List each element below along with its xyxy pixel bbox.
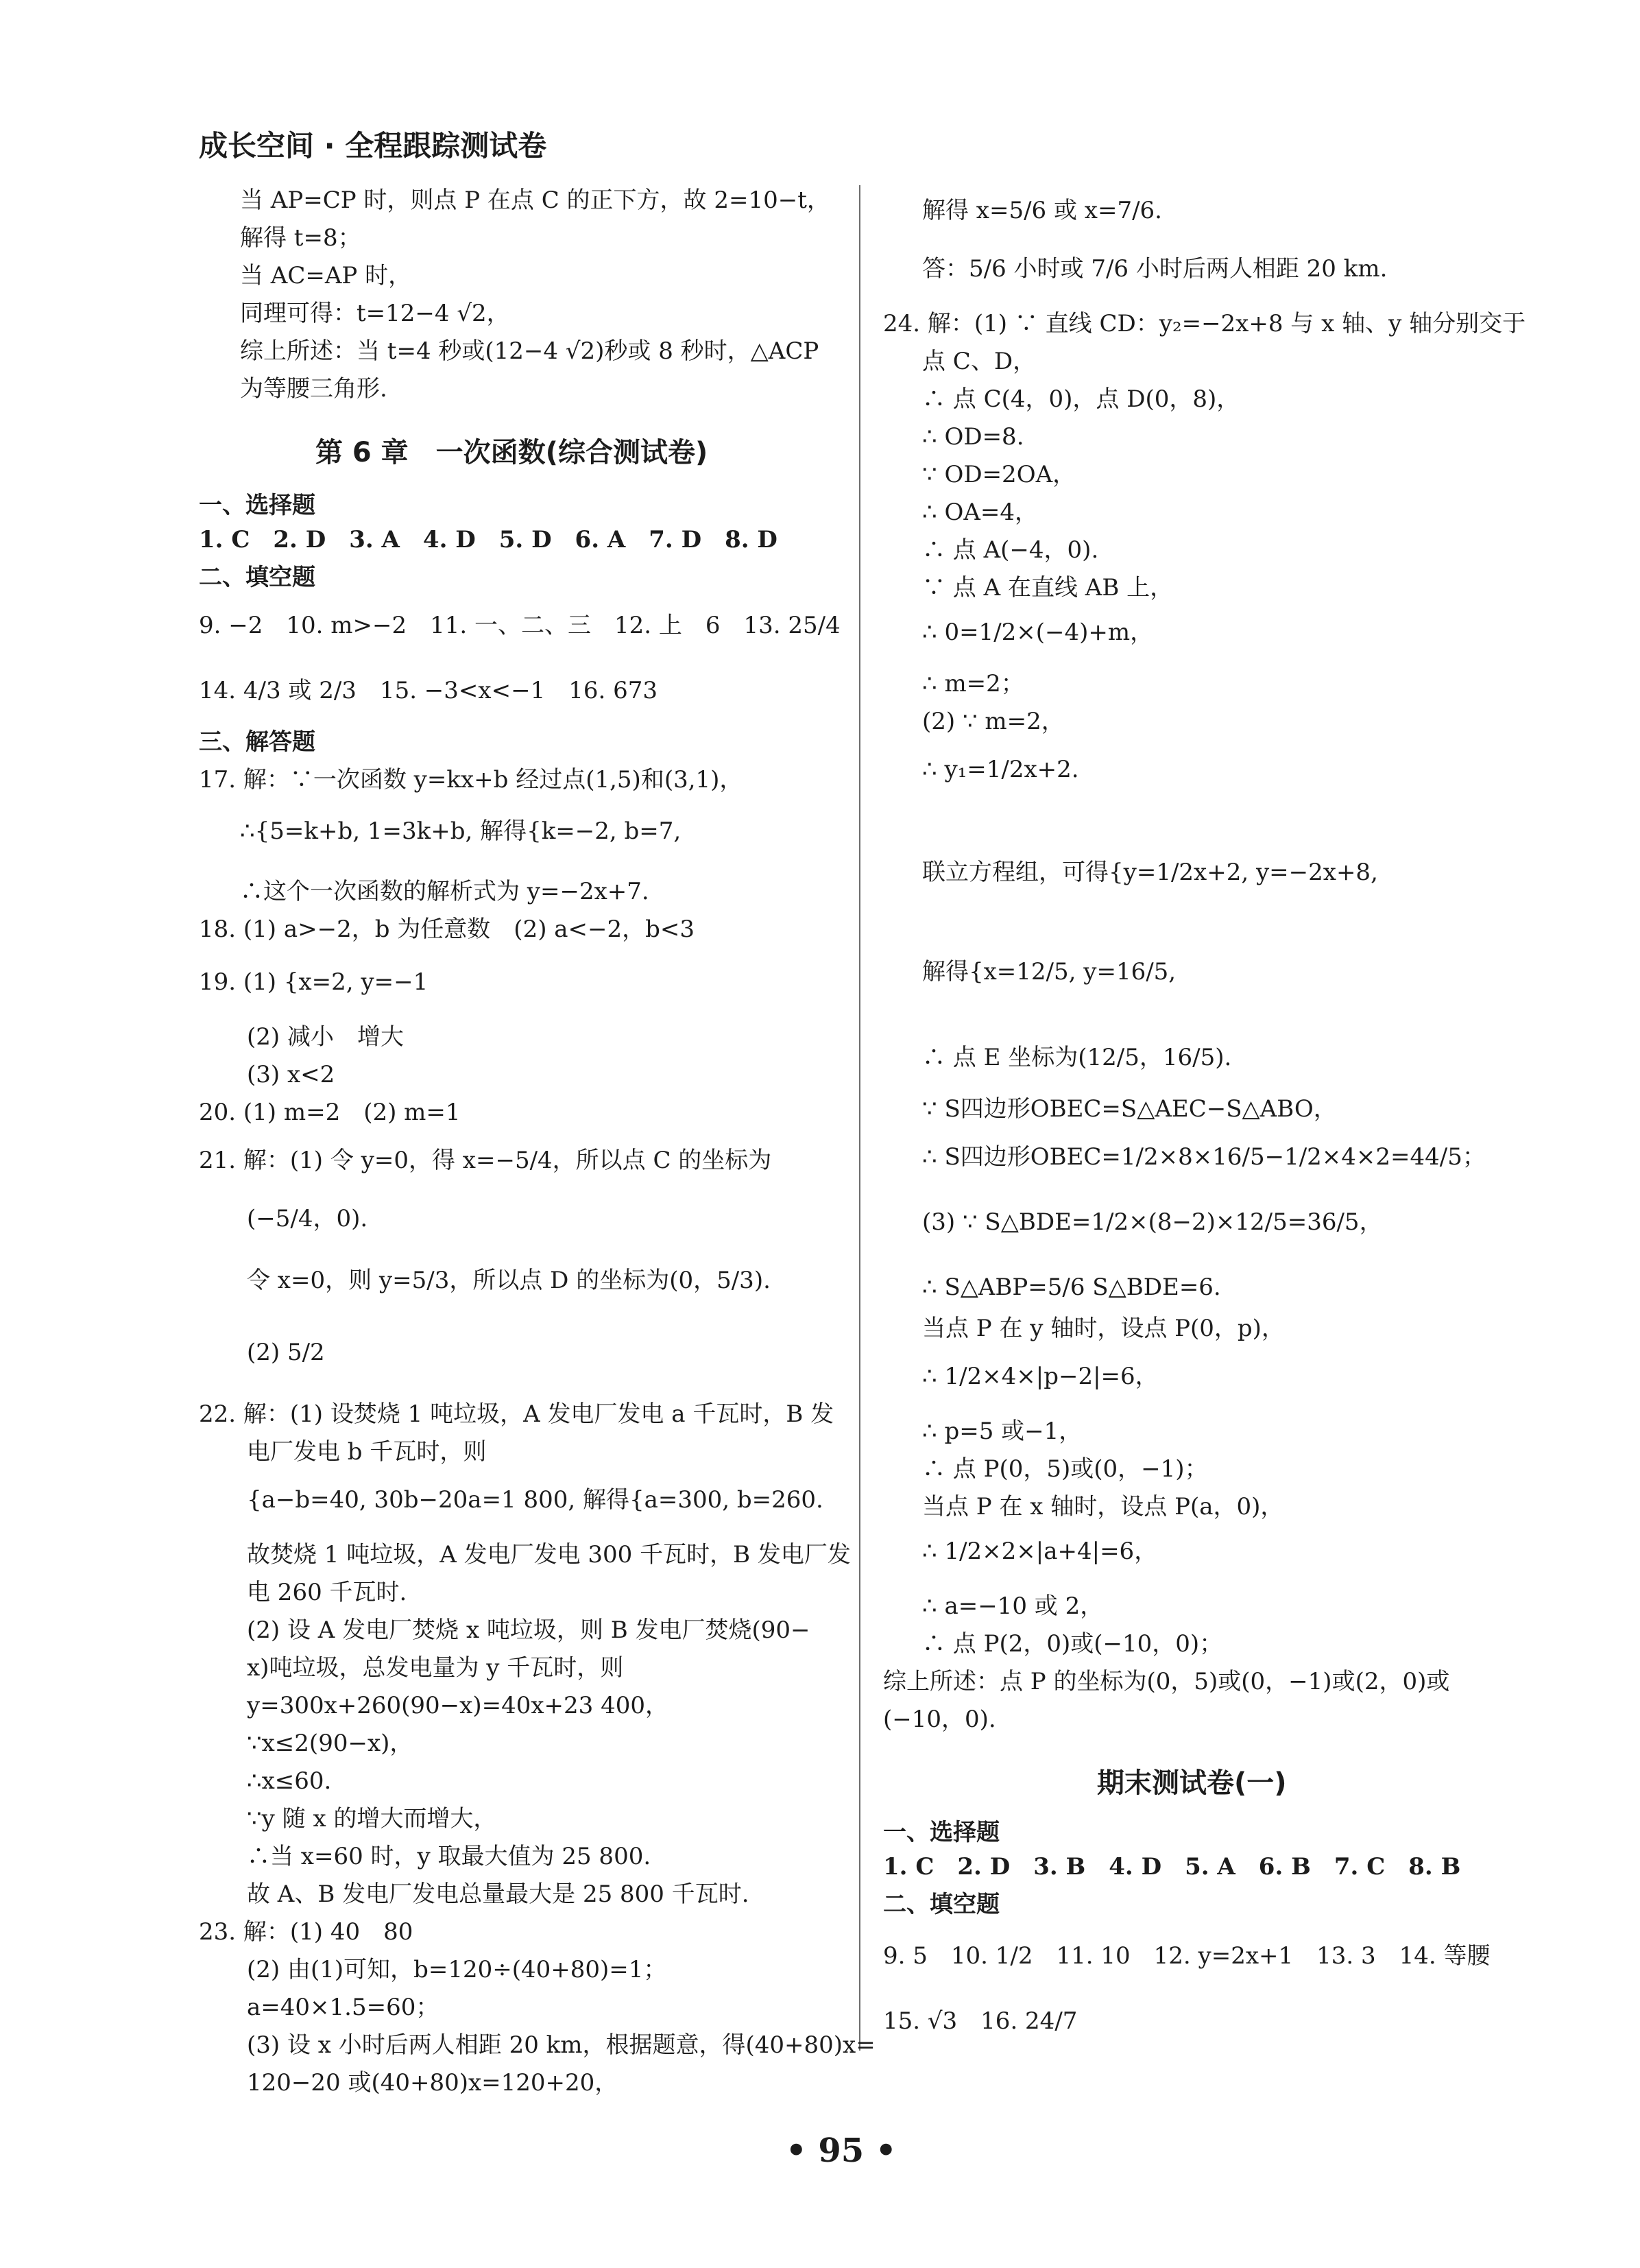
text-line: ∴x≤60.	[247, 1767, 332, 1795]
text-line: x)吨垃圾，总发电量为 y 千瓦时，则	[247, 1654, 624, 1682]
text-line: ∴ 点 P(2，0)或(−10，0)；	[922, 1630, 1223, 1658]
text-line: 点 C、D，	[922, 348, 1037, 375]
text-line: 同理可得：t=12−4 √2，	[240, 300, 510, 327]
text-line: 故 A、B 发电厂发电总量最大是 25 800 千瓦时.	[247, 1881, 749, 1908]
text-line: ∴ 点 C(4，0)，点 D(0，8)，	[922, 385, 1240, 413]
text-line: 24. 解：(1) ∵ 直线 CD：y₂=−2x+8 与 x 轴、y 轴分别交于	[883, 310, 1526, 337]
text-line: 20. (1) m=2 (2) m=1	[199, 1099, 461, 1126]
text-line: ∴ 0=1/2×(−4)+m，	[922, 619, 1154, 646]
text-line: ∴ S△ABP=5/6 S△BDE=6.	[922, 1274, 1221, 1301]
text-line: 120−20 或(40+80)x=120+20，	[247, 2069, 618, 2097]
text-line: 为等腰三角形.	[240, 375, 387, 403]
text-line: ∴ p=5 或−1，	[922, 1418, 1083, 1445]
text-line: ∴ 点 A(−4，0).	[922, 536, 1099, 564]
answer-line: 15. √3 16. 24/7	[883, 2007, 1078, 2035]
text-line: ∴当 x=60 时，y 取最大值为 25 800.	[247, 1843, 651, 1870]
text-line: (2) ∵ m=2，	[922, 708, 1065, 735]
text-line: 当 AP=CP 时，则点 P 在点 C 的正下方，故 2=10−t，	[240, 187, 830, 214]
text-line: {a−b=40, 30b−20a=1 800, 解得{a=300, b=260.	[247, 1486, 823, 1514]
text-line: ∵ 点 A 在直线 AB 上，	[922, 574, 1174, 601]
text-line: 联立方程组，可得{y=1/2x+2, y=−2x+8,	[922, 859, 1378, 886]
text-line: 17. 解：∵一次函数 y=kx+b 经过点(1,5)和(3,1)，	[199, 766, 743, 793]
text-line: 综上所述：点 P 的坐标为(0，5)或(0，−1)或(2，0)或	[883, 1668, 1450, 1695]
text-line: (3) ∵ S△BDE=1/2×(8−2)×12/5=36/5，	[922, 1208, 1383, 1236]
text-line: ∴这个一次函数的解析式为 y=−2x+7.	[240, 878, 649, 905]
text-line: ∴ 1/2×2×|a+4|=6，	[922, 1538, 1158, 1565]
text-line: ∴ m=2；	[922, 670, 1024, 697]
text-line: 21. 解：(1) 令 y=0，得 x=−5/4，所以点 C 的坐标为	[199, 1147, 772, 1174]
text-line: ∴{5=k+b, 1=3k+b, 解得{k=−2, b=7,	[240, 817, 682, 845]
text-line: (2) 设 A 发电厂焚烧 x 吨垃圾，则 B 发电厂焚烧(90−	[247, 1616, 810, 1644]
text-line: ∴ OD=8.	[922, 423, 1024, 451]
text-line: ∴ 点 P(0，5)或(0，−1)；	[922, 1455, 1208, 1483]
text-line: (2) 减小 增大	[247, 1023, 404, 1051]
text-line: (−5/4，0).	[247, 1205, 368, 1232]
page-number: • 95 •	[786, 2132, 897, 2170]
text-line: ∵y 随 x 的增大而增大，	[247, 1805, 497, 1833]
text-line: 答：5/6 小时或 7/6 小时后两人相距 20 km.	[922, 255, 1388, 283]
text-line: (−10，0).	[883, 1706, 996, 1733]
text-line: 电 260 千瓦时.	[247, 1579, 407, 1606]
section-heading: 二、填空题	[199, 564, 315, 591]
text-line: 23. 解：(1) 40 80	[199, 1918, 413, 1946]
text-line: ∵x≤2(90−x)，	[247, 1730, 413, 1757]
exam-title: 期末测试卷(一)	[1097, 1767, 1287, 1799]
answer-line: 9. −2 10. m>−2 11. 一、二、三 12. 上 6 13. 25/4	[199, 612, 841, 639]
text-line: ∴ OA=4，	[922, 499, 1038, 526]
text-line: ∴ S四边形OBEC=1/2×8×16/5−1/2×4×2=44/5；	[922, 1143, 1486, 1171]
text-line: 22. 解：(1) 设焚烧 1 吨垃圾，A 发电厂发电 a 千瓦时，B 发	[199, 1400, 834, 1428]
text-line: 解得{x=12/5, y=16/5,	[922, 958, 1177, 986]
text-line: (2) 由(1)可知，b=120÷(40+80)=1；	[247, 1956, 667, 1983]
section-heading: 一、选择题	[199, 492, 315, 519]
answer-line: 1. C 2. D 3. B 4. D 5. A 6. B 7. C 8. B	[883, 1853, 1461, 1881]
text-line: 当点 P 在 x 轴时，设点 P(a，0)，	[922, 1493, 1284, 1520]
text-line: 当 AC=AP 时，	[240, 262, 412, 289]
text-line: 19. (1) {x=2, y=−1	[199, 968, 429, 996]
text-line: y=300x+260(90−x)=40x+23 400，	[247, 1692, 668, 1719]
text-line: 当点 P 在 y 轴时，设点 P(0，p)，	[922, 1315, 1285, 1342]
text-line: (3) x<2	[247, 1061, 335, 1088]
text-line: 电厂发电 b 千瓦时，则	[247, 1438, 487, 1466]
text-line: (2) 5/2	[247, 1339, 325, 1366]
page-header: 成长空间 · 全程跟踪测试卷	[199, 129, 547, 163]
section-heading: 二、填空题	[883, 1891, 1000, 1918]
text-line: ∴ y₁=1/2x+2.	[922, 756, 1079, 783]
text-line: ∴ a=−10 或 2，	[922, 1592, 1104, 1620]
text-line: ∵ S四边形OBEC=S△AEC−S△ABO，	[922, 1095, 1337, 1123]
text-line: (3) 设 x 小时后两人相距 20 km，根据题意，得(40+80)x=	[247, 2031, 876, 2059]
text-line: 18. (1) a>−2，b 为任意数 (2) a<−2，b<3	[199, 916, 695, 943]
text-line: 综上所述：当 t=4 秒或(12−4 √2)秒或 8 秒时，△ACP	[240, 337, 819, 365]
text-line: 故焚烧 1 吨垃圾，A 发电厂发电 300 千瓦时，B 发电厂发	[247, 1541, 851, 1568]
text-line: 令 x=0，则 y=5/3，所以点 D 的坐标为(0，5/3).	[247, 1267, 771, 1294]
section-heading: 三、解答题	[199, 728, 315, 756]
text-line: ∵ OD=2OA，	[922, 461, 1076, 488]
column-divider	[859, 185, 860, 2051]
answer-line: 9. 5 10. 1/2 11. 10 12. y=2x+1 13. 3 14. 等腰	[883, 1942, 1491, 1970]
answer-line: 14. 4/3 或 2/3 15. −3<x<−1 16. 673	[199, 677, 658, 704]
section-heading: 一、选择题	[883, 1819, 1000, 1846]
text-line: ∴ 点 E 坐标为(12/5，16/5).	[922, 1044, 1232, 1071]
answer-line: 1. C 2. D 3. A 4. D 5. D 6. A 7. D 8. D	[199, 526, 777, 553]
text-line: a=40×1.5=60；	[247, 1994, 439, 2021]
text-line: ∴ 1/2×4×|p−2|=6，	[922, 1363, 1159, 1390]
chapter-title: 第 6 章 一次函数(综合测试卷)	[315, 437, 708, 468]
text-line: 解得 t=8；	[240, 224, 361, 252]
text-line: 解得 x=5/6 或 x=7/6.	[922, 197, 1162, 224]
